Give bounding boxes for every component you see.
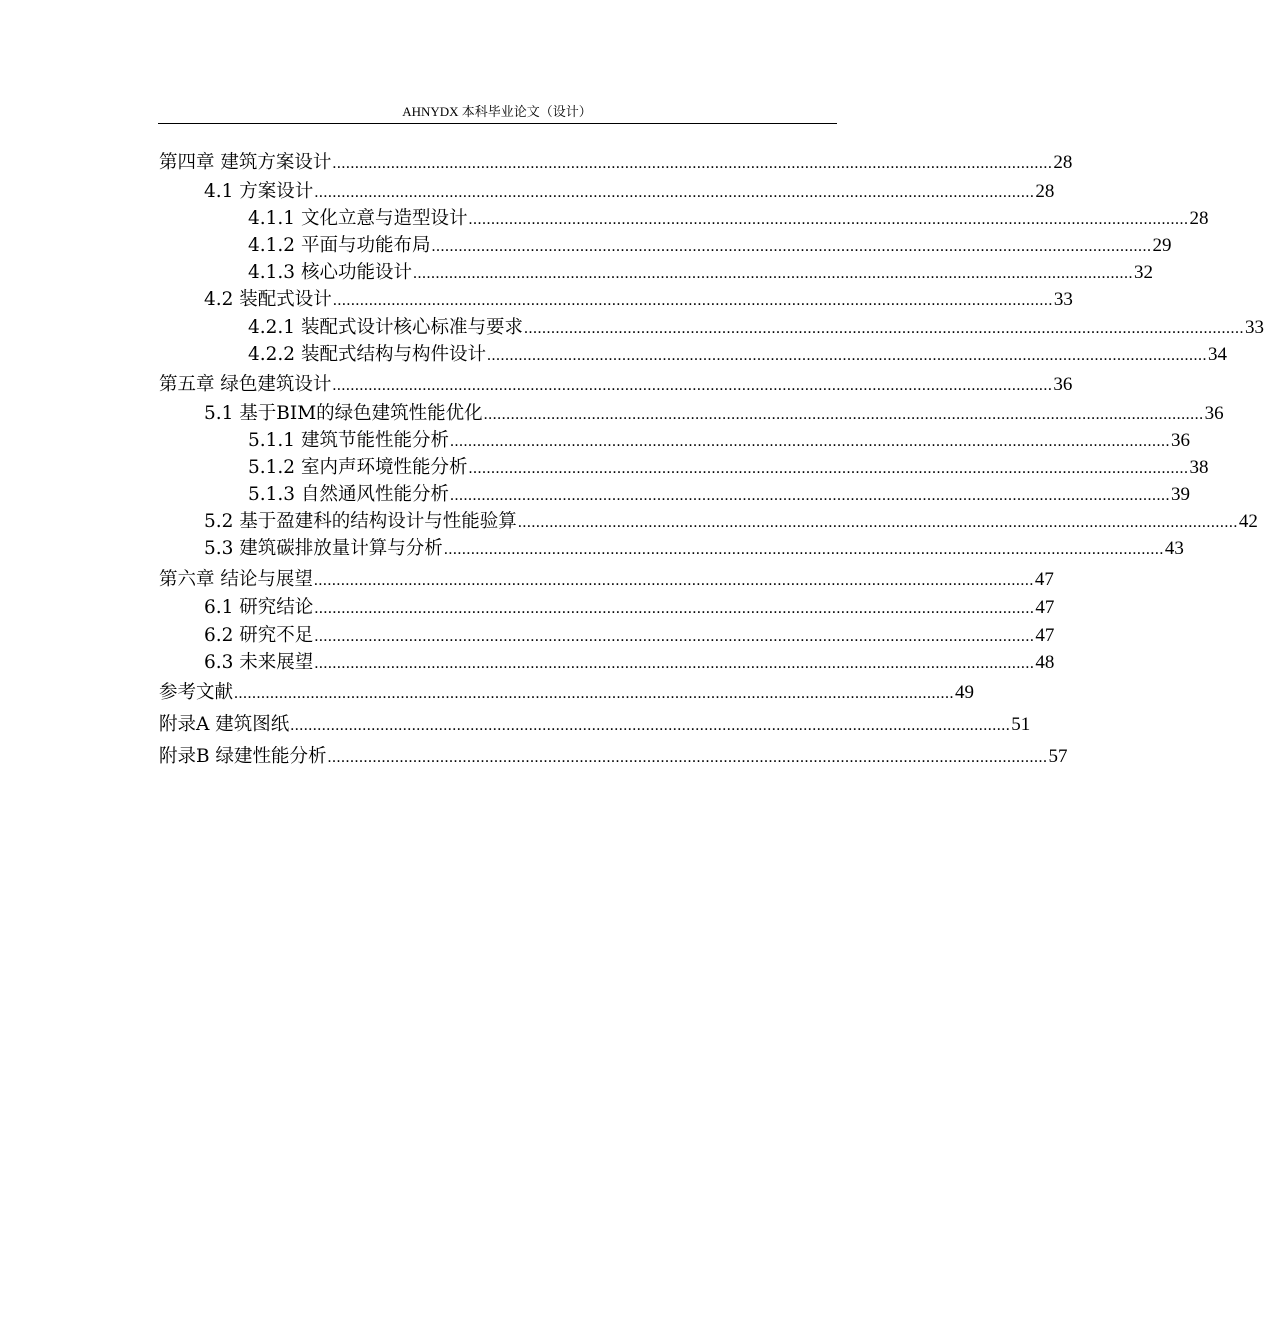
toc-dot-leader: ................................................................................................................................................................ [517, 514, 1238, 531]
toc-entry-page: 28 [1189, 208, 1209, 229]
toc-dot-leader: ................................................................................................................................................................ [468, 211, 1189, 228]
toc-entry-label: 5.1.1 建筑节能性能分析 [248, 430, 449, 451]
toc-entry-page: 36 [1053, 374, 1073, 395]
toc-entry[interactable] [159, 680, 975, 704]
toc-dot-leader: ................................................................................................................................................................ [313, 572, 1034, 589]
toc-entry-label: 5.2 基于盈建科的结构设计与性能验算 [204, 511, 517, 532]
toc-entry-label: 4.1.1 文化立意与造型设计 [248, 208, 468, 229]
toc-entry-label: 4.1.3 核心功能设计 [248, 262, 412, 283]
toc-entry-label: 4.1 方案设计 [204, 181, 314, 202]
toc-dot-leader: ................................................................................................................................................................ [483, 406, 1204, 423]
toc-entry[interactable] [248, 455, 1209, 479]
toc-entry[interactable] [248, 315, 1264, 339]
toc-dot-leader: ................................................................................................................................................................ [332, 155, 1053, 172]
toc-entry-label: 5.3 建筑碳排放量计算与分析 [204, 538, 443, 559]
toc-entry-label: 5.1 基于BIM的绿色建筑性能优化 [204, 403, 483, 424]
toc-entry-label: 4.2 装配式设计 [204, 289, 332, 310]
toc-entry[interactable] [248, 260, 1153, 284]
toc-entry-label: 第六章 结论与展望 [159, 569, 313, 590]
toc-dot-leader: ................................................................................................................................................................ [332, 377, 1053, 394]
toc-entry-label: 5.1.3 自然通风性能分析 [248, 484, 449, 505]
toc-entry-page: 38 [1189, 457, 1209, 478]
toc-entry-page: 33 [1053, 289, 1073, 310]
toc-entry-page: 47 [1034, 569, 1054, 590]
toc-entry-label: 附录A 建筑图纸 [159, 714, 290, 735]
toc-entry-label: 5.1.2 室内声环境性能分析 [248, 457, 468, 478]
toc-entry-label: 4.2.1 装配式设计核心标准与要求 [248, 317, 523, 338]
toc-dot-leader: ................................................................................................................................................................ [314, 184, 1035, 201]
toc-entry-page: 42 [1238, 511, 1258, 532]
toc-dot-leader: ................................................................................................................................................................ [314, 628, 1035, 645]
toc-entry-page: 43 [1164, 538, 1184, 559]
toc-dot-leader: ................................................................................................................................................................ [412, 265, 1133, 282]
toc-entry-page: 29 [1152, 235, 1172, 256]
toc-entry-page: 36 [1170, 430, 1190, 451]
toc-entry[interactable] [204, 595, 1055, 619]
toc-entry[interactable] [248, 342, 1227, 366]
toc-dot-leader: ................................................................................................................................................................ [234, 685, 955, 702]
toc-entry-page: 28 [1053, 152, 1073, 173]
toc-dot-leader: ................................................................................................................................................................ [449, 487, 1170, 504]
toc-entry[interactable] [248, 233, 1172, 257]
toc-entry[interactable] [204, 650, 1055, 674]
toc-entry[interactable] [159, 567, 1054, 591]
toc-entry-page: 48 [1035, 652, 1055, 673]
toc-dot-leader: ................................................................................................................................................................ [332, 292, 1053, 309]
toc-entry-page: 47 [1035, 625, 1055, 646]
toc-entry[interactable] [204, 623, 1055, 647]
toc-entry-label: 附录B 绿建性能分析 [159, 746, 327, 767]
toc-dot-leader: ................................................................................................................................................................ [443, 541, 1164, 558]
toc-entry-label: 6.3 未来展望 [204, 652, 314, 673]
toc-entry[interactable] [204, 536, 1184, 560]
toc-dot-leader: ................................................................................................................................................................ [468, 460, 1189, 477]
toc-entry-page: 36 [1204, 403, 1224, 424]
toc-entry-page: 34 [1207, 344, 1227, 365]
toc-entry-label: 6.2 研究不足 [204, 625, 314, 646]
toc-entry-page: 57 [1048, 746, 1068, 767]
toc-entry-label: 参考文献 [159, 682, 234, 703]
toc-dot-leader: ................................................................................................................................................................ [290, 717, 1011, 734]
toc-entry[interactable] [204, 287, 1073, 311]
toc-entry-page: 28 [1035, 181, 1055, 202]
toc-entry-page: 33 [1244, 317, 1264, 338]
toc-dot-leader: ................................................................................................................................................................ [431, 238, 1152, 255]
toc-entry[interactable] [159, 712, 1031, 736]
toc-dot-leader: ................................................................................................................................................................ [327, 749, 1048, 766]
toc-entry[interactable] [159, 744, 1068, 768]
toc-entry-label: 第五章 绿色建筑设计 [159, 374, 332, 395]
toc-entry-label: 4.1.2 平面与功能布局 [248, 235, 431, 256]
toc-entry[interactable] [248, 206, 1209, 230]
toc-entry-page: 49 [955, 682, 975, 703]
toc-entry[interactable] [204, 509, 1258, 533]
toc-dot-leader: ................................................................................................................................................................ [523, 320, 1244, 337]
toc-entry-page: 51 [1011, 714, 1031, 735]
toc-entry[interactable] [248, 482, 1190, 506]
toc-entry[interactable] [159, 150, 1073, 174]
toc-entry-page: 47 [1035, 597, 1055, 618]
toc-entry-label: 第四章 建筑方案设计 [159, 152, 332, 173]
toc-entry-page: 39 [1170, 484, 1190, 505]
toc-entry[interactable] [204, 179, 1055, 203]
toc-entry[interactable] [159, 372, 1073, 396]
toc-dot-leader: ................................................................................................................................................................ [314, 600, 1035, 617]
page-header: AHNYDX 本科毕业论文（设计） [402, 104, 592, 119]
toc-dot-leader: ................................................................................................................................................................ [486, 347, 1207, 364]
toc-entry[interactable] [248, 428, 1190, 452]
toc-dot-leader: ................................................................................................................................................................ [449, 433, 1170, 450]
toc-entry-label: 6.1 研究结论 [204, 597, 314, 618]
toc-entry-label: 4.2.2 装配式结构与构件设计 [248, 344, 486, 365]
toc-entry-page: 32 [1133, 262, 1153, 283]
toc-entry[interactable] [204, 401, 1224, 425]
toc-dot-leader: ................................................................................................................................................................ [314, 655, 1035, 672]
